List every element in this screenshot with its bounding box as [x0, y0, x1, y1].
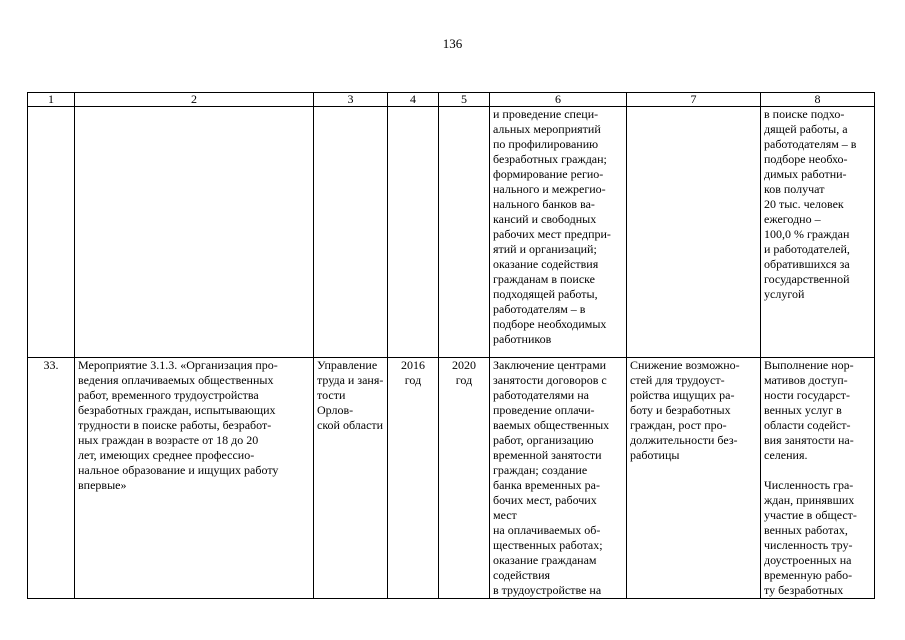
column-header: 5 [439, 93, 490, 107]
table-cell [627, 107, 761, 358]
row-number-cell: 33. [28, 358, 75, 599]
program-table [27, 92, 875, 599]
start-year-cell: 2016 год [388, 358, 439, 599]
consequences-cell: Снижение возможно- стей для трудоуст- ройства ищущих ра- боту и безработных граждан, рост про- должительности без- работицы [627, 358, 761, 599]
table-cell [388, 107, 439, 358]
column-header: 6 [490, 93, 627, 107]
column-header: 7 [627, 93, 761, 107]
end-year-cell: 2020 год [439, 358, 490, 599]
activities-cell: Заключение центрами занятости договоров с работодателями на проведение оплачи- ваемых общественных работ, организацию временной занятости граждан; создание банка временных ра- бочих мест, рабочих мест на оплачиваемых об- щественных работах; оказание гражданам содействия в трудоустройстве на [490, 358, 627, 599]
table-row-continuation [28, 107, 875, 358]
measure-name-cell: Мероприятие 3.1.3. «Организация про- ведения оплачиваемых общественных работ, временного трудоустройства безработных граждан, испытывающих трудности в поиске работы, безработ- ных граждан в возрасте от 18 до 20 лет, имеющих среднее профессио- нальное образование и ищущих работу впервые» [75, 358, 314, 599]
column-header: 8 [761, 93, 875, 107]
table-cell [314, 107, 388, 358]
table-cell [28, 107, 75, 358]
page-number: 136 [442, 36, 463, 51]
executor-cell: Управление труда и заня- тости Орлов- ской области [314, 358, 388, 599]
table-row-33 [28, 358, 875, 599]
activities-cell: и проведение специ- альных мероприятий по профилированию безработных граждан; формирование регио- нального и межрегио- нального банков ва- кансий и свободных рабочих мест предпри- ятий и организаций; оказание содействия гражданам в поиске подходящей работы, работодателям – в подборе необходимых работников [490, 107, 627, 358]
table-cell [75, 107, 314, 358]
column-header: 2 [75, 93, 314, 107]
column-number-row [28, 93, 875, 107]
table-cell [439, 107, 490, 358]
column-header: 4 [388, 93, 439, 107]
column-header: 3 [314, 93, 388, 107]
results-cell: Выполнение нор- мативов доступ- ности государст- венных услуг в области содейст- вия занятости на- селения. Численность гра- ждан, принявших участие в общест- венных работах, численность тру- доустроенных на временную рабо- ту безработных [761, 358, 875, 599]
results-cell: в поиске подхо- дящей работы, а работодателям – в подборе необхо- димых работни- ков получат 20 тыс. человек ежегодно – 100,0 % граждан и работодателей, обратившихся за государственной услугой [761, 107, 875, 358]
column-header: 1 [28, 93, 75, 107]
